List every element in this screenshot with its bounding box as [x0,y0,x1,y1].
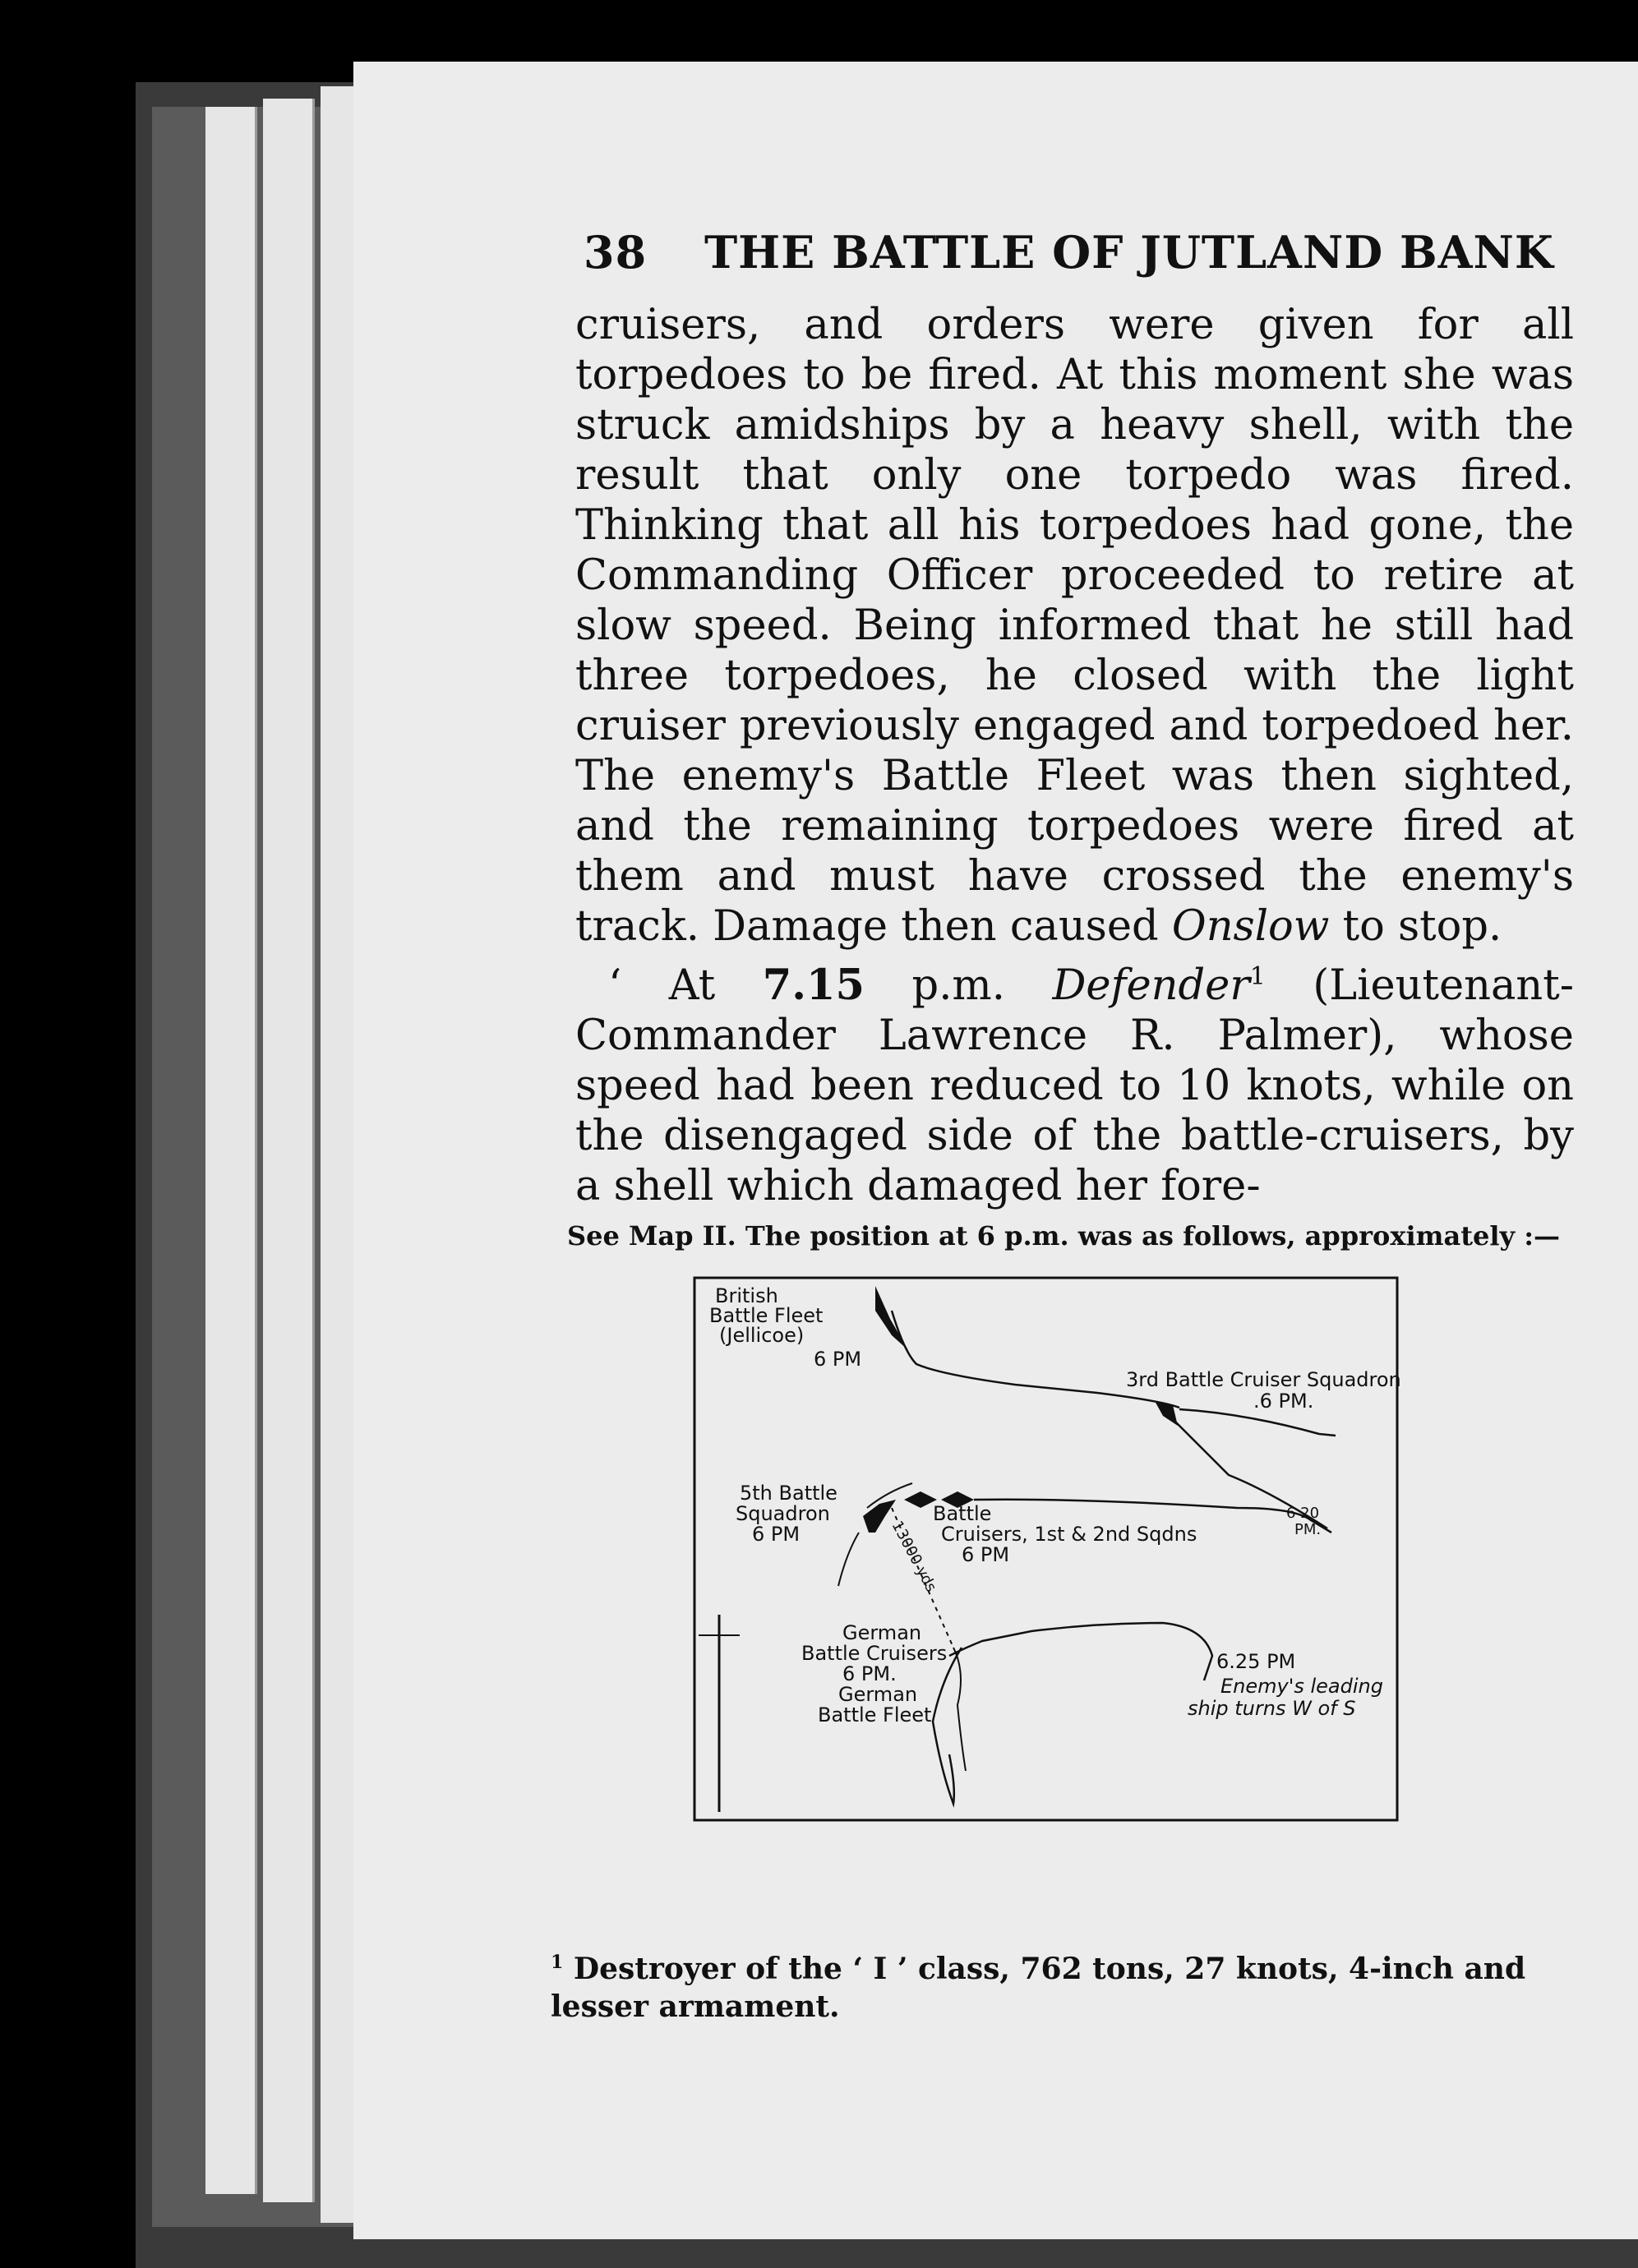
map-label: German [838,1683,918,1706]
map-frame [694,1278,1397,1820]
map-label: Squadron [736,1502,830,1525]
footnote-text: Destroyer of the ‘ I ’ class, 762 tons, 27 knots, 4-inch and lesser armament. [551,1952,1526,2024]
page-header [584,226,1638,279]
map-label: 3rd Battle Cruiser Squadron [1126,1368,1401,1391]
map-label: 6.25 PM [1216,1650,1296,1673]
paragraph-text: ‘ At [608,961,763,1010]
book-page [353,62,1638,2239]
paragraph-text: (Lieutenant-Commander Lawrence R. Palmer), whose speed had been reduced to 10 knots, while on the disengaged side of the battle-cruisers, by a shell which damaged her fore- [575,961,1574,1210]
map-label: 6 PM [814,1348,862,1371]
page-number: 38 [584,226,648,279]
map-label: Battle Fleet [709,1304,824,1327]
map-label: 6 PM. [842,1662,897,1685]
map-label: Battle Cruisers [801,1642,948,1665]
map-label: ship turns W of S [1188,1697,1356,1720]
paragraph [575,952,1574,1211]
paragraph [575,300,1574,952]
map-label: British [715,1284,778,1307]
ship-name: Defender [1052,961,1250,1010]
paragraph-text: cruisers, and orders were given for all torpedoes to be fired. At this moment she was struck amidships by a heavy shell, with the result that only one torpedo was fired. Thinking that all his torpedoes had gone, the Commanding Officer proceeded to retire at slow speed. Being informed that he still had three torpedoes, he closed with the light cruiser previously engaged and torpedoed her. The enemy's Battle Fleet was then sighted, and the remaining torpedoes were fired at them and must have crossed the enemy's track. Damage then caused [575,301,1574,951]
ship-name: Onslow [1171,902,1330,951]
map-label: 6 PM [962,1543,1010,1566]
map-label: 6 20 [1286,1505,1320,1522]
map-label: .6 PM. [1253,1390,1314,1413]
page-edges [263,99,315,2202]
map-label: Enemy's leading [1220,1675,1383,1698]
map-label: (Jellicoe) [719,1324,805,1347]
map-label: Battle [933,1502,992,1525]
map-label: 13000 yds [888,1518,940,1595]
page-edges [205,107,257,2194]
battle-map [670,1261,1410,1832]
paragraph-text: to stop. [1329,902,1502,951]
map-label: Battle Fleet [818,1703,932,1726]
map-label: 6 PM [752,1523,801,1546]
running-title: THE BATTLE OF JUTLAND BANK [704,226,1554,279]
footnote [551,1943,1570,2026]
map-label: German [842,1621,922,1644]
map-label: PM. [1294,1521,1322,1538]
map-label: Cruisers, 1st & 2nd Sqdns [941,1523,1197,1546]
footnote-reference: 1 [1249,962,1266,991]
map-label: 5th Battle [740,1482,837,1505]
german-fleet-track [933,1623,1212,1804]
time-value: 7.15 [762,961,865,1010]
map-caption: See Map II. The position at 6 p.m. was as follows, approximately :— [567,1220,1561,1252]
paragraph-text: p.m. [864,961,1053,1010]
north-arrow [699,1615,740,1812]
footnote-marker: 1 [551,1952,564,1973]
body-text [575,300,1574,1211]
